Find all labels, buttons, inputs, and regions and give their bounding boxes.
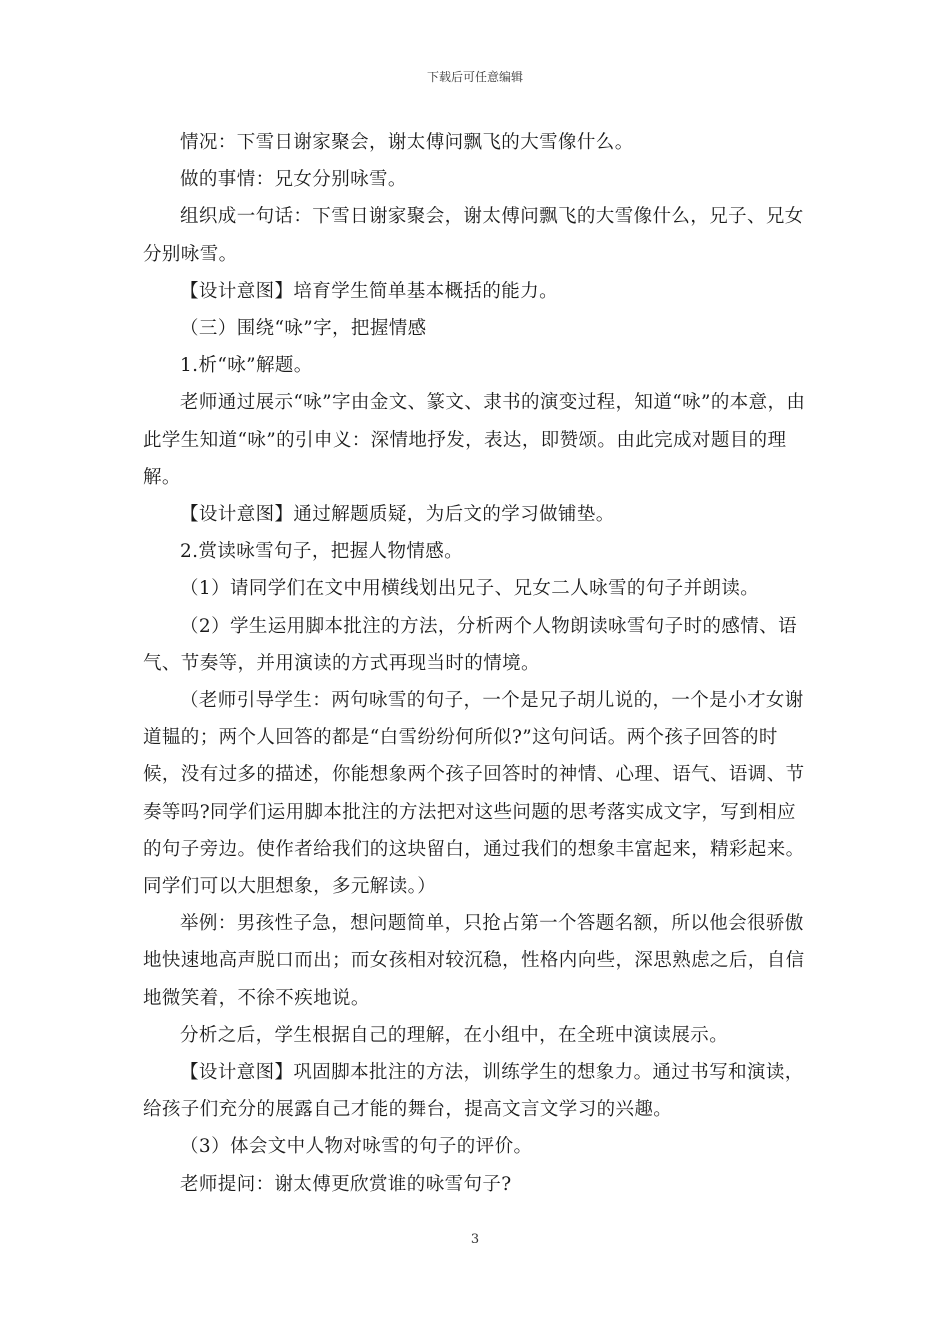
paragraph: 【设计意图】培育学生简单基本概括的能力。 [180, 280, 559, 302]
subsection-heading: 1.析“咏”解题。 [180, 355, 313, 377]
paragraph: （2）学生运用脚本批注的方法，分析两个人物朗读咏雪句子时的感情、语气、节奏等，并用演读的方式再现当时的情境。 [143, 615, 797, 674]
page-number: 3 [470, 1232, 480, 1247]
document-body [143, 124, 808, 1203]
paragraph: 做的事情：兄女分别咏雪。 [180, 169, 407, 191]
paragraph: 【设计意图】巩固脚本批注的方法，训练学生的想象力。通过书写和演读，给孩子们充分的展露自己才能的舞台，提高文言文学习的兴趣。 [143, 1062, 804, 1121]
paragraph: 分析之后，学生根据自己的理解，在小组中，在全班中演读展示。 [180, 1024, 729, 1046]
paragraph: 举例：男孩性子急，想问题简单，只抢占第一个答题名额，所以他会很骄傲地快速地高声脱口而出；而女孩相对较沉稳，性格内向些，深思熟虑之后，自信地微笑着，不徐不疾地说。 [143, 913, 805, 1009]
subsection-heading: 2.赏读咏雪句子，把握人物情感。 [180, 541, 464, 563]
paragraph: 老师通过展示“咏”字由金文、篆文、隶书的演变过程，知道“咏”的本意，由此学生知道“咏”的引申义：深情地抒发，表达，即赞颂。由此完成对题目的理解。 [143, 392, 806, 488]
paragraph: （3）体会文中人物对咏雪的句子的评价。 [180, 1136, 533, 1158]
paragraph: 老师提问：谢太傅更欣赏谁的咏雪句子? [180, 1173, 512, 1195]
page-header: 下载后可任意编辑 [426, 70, 523, 84]
paragraph: （1）请同学们在文中用横线划出兄子、兄女二人咏雪的句子并朗读。 [180, 578, 760, 600]
section-heading: （三）围绕“咏”字，把握情感 [180, 318, 427, 340]
paragraph: 情况：下雪日谢家聚会，谢太傅问飘飞的大雪像什么。 [180, 132, 634, 153]
paragraph: 组织成一句话：下雪日谢家聚会，谢太傅问飘飞的大雪像什么，兄子、兄女分别咏雪。 [143, 206, 804, 265]
paragraph: 【设计意图】通过解题质疑，为后文的学习做铺垫。 [180, 504, 615, 526]
paragraph: （老师引导学生：两句咏雪的句子，一个是兄子胡儿说的，一个是小才女谢道韫的；两个人回答的都是“白雪纷纷何所似?”这句问话。两个孩子回答的时候，没有过多的描述，你能想象两个孩子回答时的神情、心理、语气、语调、节奏等吗?同学们运用脚本批注的方法把对这些问题的思考落实成文字，写到相应的句子旁边。使作者给我们的这块留白，通过我们的想象丰富起来，精彩起来。同学们可以大胆想象，多元解读。） [143, 690, 805, 898]
